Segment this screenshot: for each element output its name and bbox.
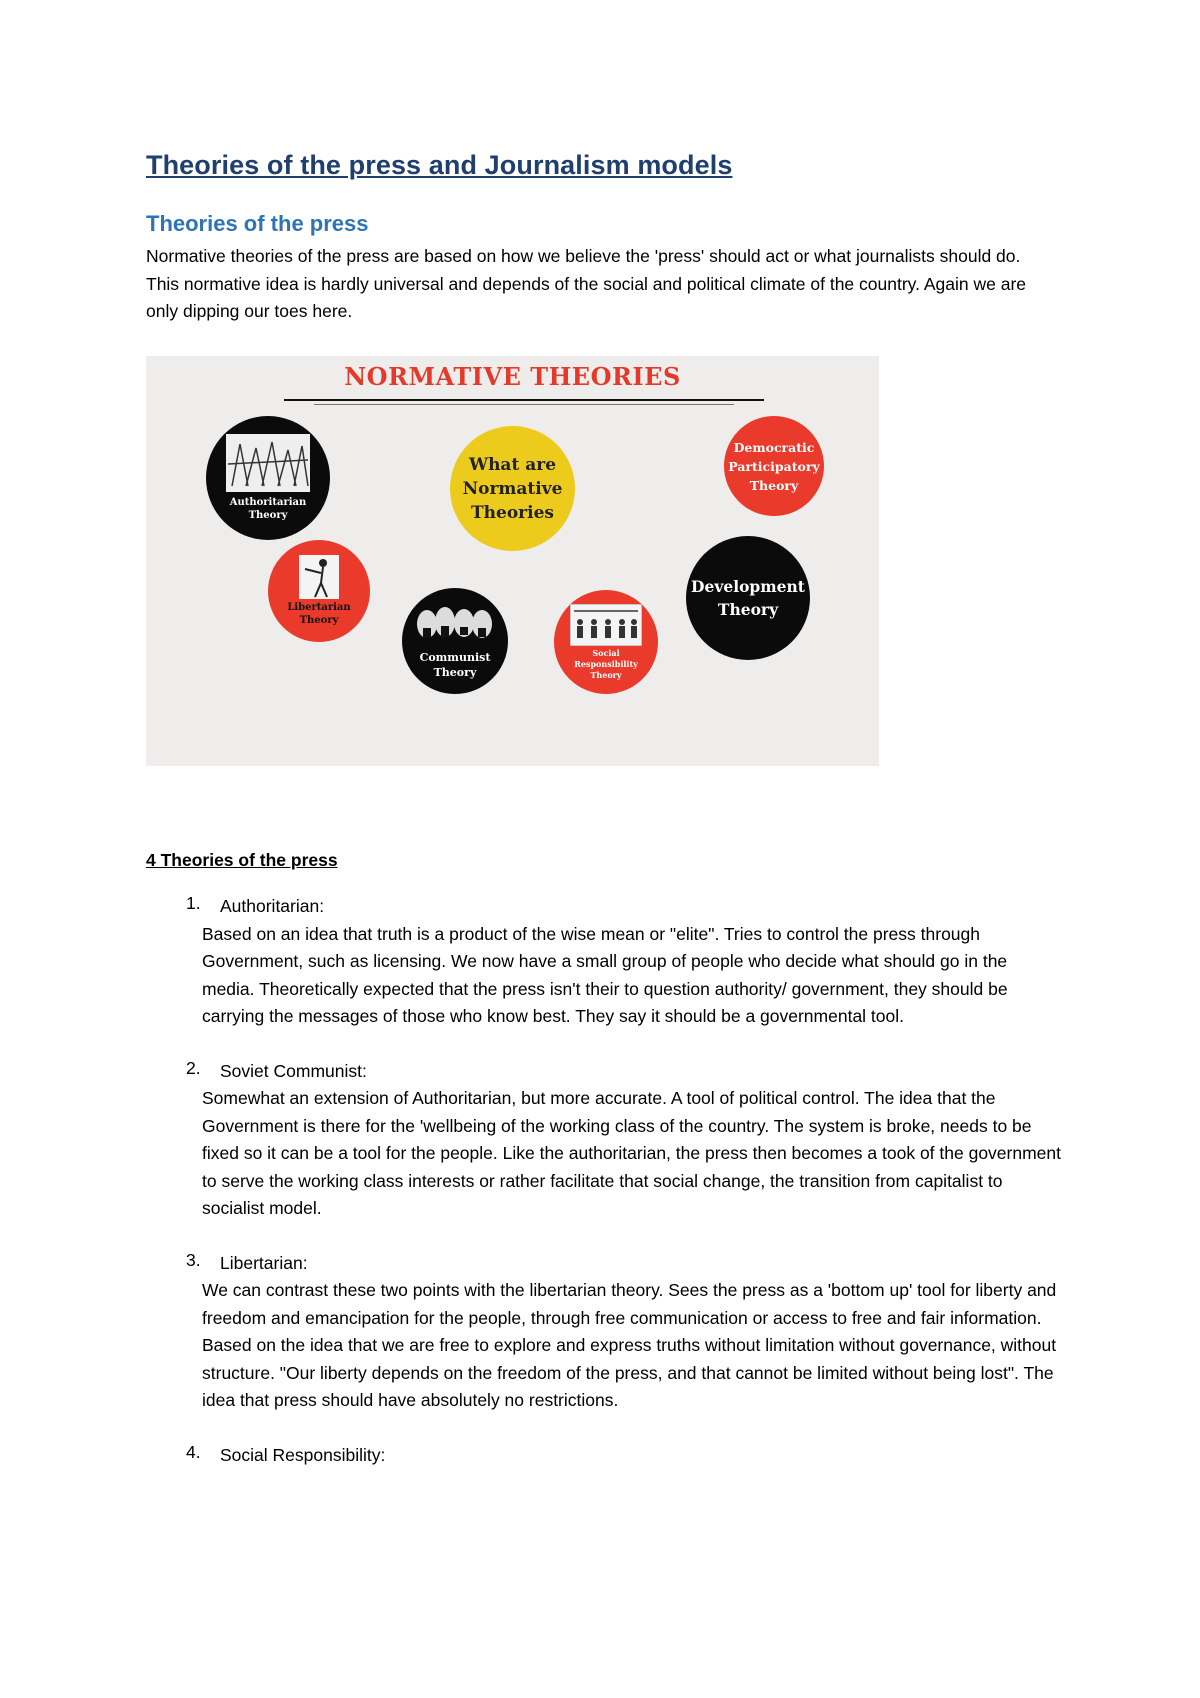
list-item-heading: Authoritarian:	[220, 896, 325, 916]
social-responsibility-circle	[554, 590, 658, 694]
normative-theories-figure	[146, 356, 879, 766]
libertarian-circle	[268, 540, 370, 642]
social-responsibility-cartoon-icon	[570, 604, 642, 646]
communist-circle	[402, 588, 508, 694]
figure-rule	[284, 399, 764, 401]
list-item-number: 4.	[186, 1441, 201, 1462]
list-item-body: Based on an idea that truth is a product of the wise mean or "elite". Tries to control the press through Government, such as licensing. We now have a small group of people who decide what should go in the media. Theoretically expected that the press isn't their to question authority/ government, they should be carrying the messages of those who know best. They say it should be a governmental tool.	[202, 923, 1008, 1026]
development-label: Development Theory	[691, 577, 805, 619]
list-item-number: 3.	[186, 1249, 201, 1270]
list-item	[146, 1442, 1066, 1470]
authoritarian-illustration-icon	[226, 434, 310, 492]
list-item-body: Somewhat an extension of Authoritarian, but more accurate. A tool of political control. The idea that the Government is there for the 'wellbeing of the working class of the country. The system is broke, needs to be fixed so it can be a tool for the people. Like the authoritarian, the press then becomes a took of the government to serve the working class interests or rather facilitate that social change, the transition from capitalist to socialist model.	[202, 1088, 1062, 1218]
list-item	[146, 1058, 1066, 1223]
democratic-label: Democratic Participatory Theory	[728, 439, 820, 493]
list-item-heading: Libertarian:	[220, 1252, 308, 1273]
communist-portraits-icon	[415, 602, 495, 648]
list-item	[146, 1250, 1066, 1415]
communist-label: Communist Theory	[419, 651, 491, 679]
list-item-number: 2.	[186, 1057, 201, 1078]
list-heading: 4 Theories of the press	[146, 850, 338, 870]
list-item-heading: Soviet Communist:	[220, 1060, 367, 1081]
section-heading: Theories of the press	[146, 211, 369, 236]
theories-list-section	[146, 850, 1066, 1496]
list-item	[146, 893, 1066, 1031]
democratic-circle	[724, 416, 824, 516]
center-label: What are Normative Theories	[462, 454, 563, 523]
center-circle	[450, 426, 575, 551]
libertarian-figure-icon	[299, 555, 339, 599]
intro-paragraph: Normative theories of the press are based on how we believe the 'press' should act or what journalists should do. This normative idea is hardly universal and depends of the social and political climate of the country. Again we are only dipping our toes here.	[146, 246, 1027, 321]
figure-rule-thin	[314, 404, 734, 405]
list-item-body: We can contrast these two points with the libertarian theory. Sees the press as a 'bottom up' tool for liberty and freedom and emancipation for the people, through free communication or access to free and fair information. Based on the idea that we are free to explore and express truths without limitation without governance, without structure. "Our liberty depends on the freedom of the press, and that cannot be limited without being lost". The idea that press should have absolutely no restrictions.	[202, 1280, 1057, 1410]
libertarian-label: Libertarian Theory	[287, 602, 351, 626]
document-page	[146, 150, 1066, 1465]
figure-title: NORMATIVE THEORIES	[344, 362, 681, 391]
development-circle	[686, 536, 810, 660]
authoritarian-circle	[206, 416, 330, 540]
document-title: Theories of the press and Journalism models	[146, 150, 733, 180]
social-responsibility-label: Social Responsibility Theory	[574, 647, 638, 680]
authoritarian-label: Authoritarian Theory	[229, 497, 307, 521]
list-item-number: 1.	[186, 893, 201, 913]
list-item-heading: Social Responsibility:	[220, 1444, 386, 1465]
